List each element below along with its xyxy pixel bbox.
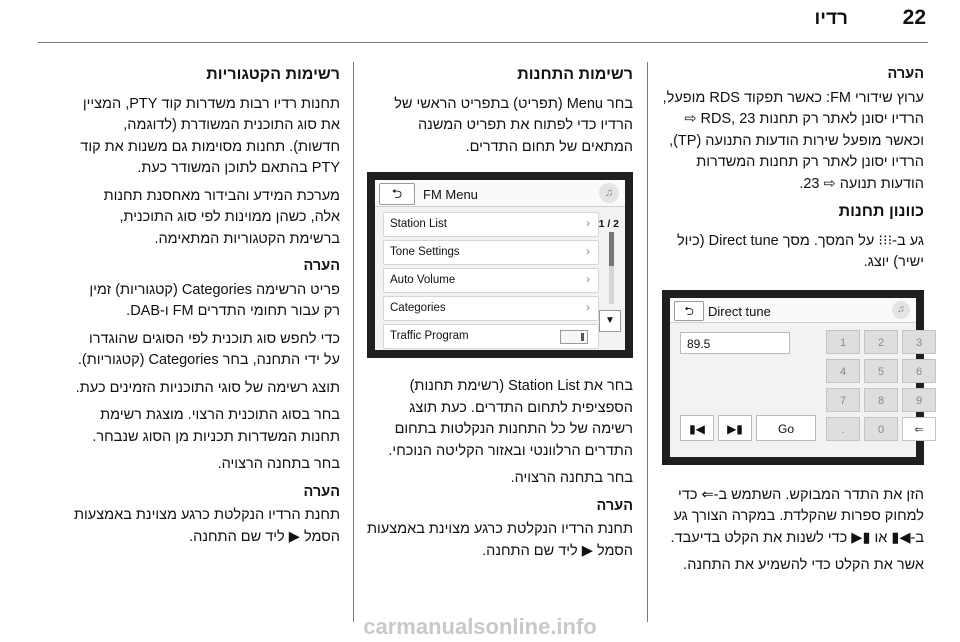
skip-back-icon: ▮◀ bbox=[689, 421, 705, 436]
cursor-left-button[interactable] bbox=[680, 415, 714, 441]
confirm-instruction: אשר את הקלט כדי להשמיע את התחנה. bbox=[683, 557, 924, 573]
backspace-key[interactable]: ⇐ bbox=[902, 417, 936, 441]
pty-paragraph: תחנות רדיו רבות משדרות קוד PTY, המציין את סוג התוכנית המשודרת (לדוגמה, חדשות). תחנות מסוימות גם משנות את קוד PTY בהתאם לתוכן המשודר כעת. bbox=[80, 95, 340, 176]
menu-item-auto-volume[interactable] bbox=[383, 268, 599, 293]
menu-item-label: Categories bbox=[390, 302, 446, 314]
page-indicator: 1 / 2 bbox=[598, 218, 619, 230]
column-right bbox=[660, 64, 924, 583]
station-list-instructions: בחר את Station List (רשימת תחנות) הספציפית לתחום התדרים. כעת תוצג רשימה של כל התחנות הנקלטות בתחום התדרים הרלוונטי ובאזור הקליטה הנוכחי. bbox=[388, 378, 633, 459]
section-heading-station-lists: רשימות התחנות bbox=[517, 66, 633, 83]
fm-rds-note: ערוץ שידורי FM: כאשר תפקוד RDS מופעל, הרדיו יסונן לאתר רק תחנות RDS, 23 ⇨ וכאשר מופעל שירות הודעות התנועה (TP), הרדיו יסונן לאתר רק תחנות המשדרות הודעות תנועה ⇨ 23. bbox=[662, 89, 924, 192]
scroll-down-button[interactable] bbox=[599, 310, 621, 332]
scrollbar-thumb[interactable] bbox=[609, 232, 614, 266]
page-number: 22 bbox=[902, 6, 926, 29]
direct-tune-title: Direct tune bbox=[708, 303, 771, 319]
note-label: הערה bbox=[887, 66, 924, 82]
keypad-key[interactable]: 6 bbox=[902, 359, 936, 383]
column-middle bbox=[367, 64, 633, 568]
storage-paragraph: מערכת המידע והבידור מאחסנת תחנות אלה, כשהן ממוינות לפי סוג התוכנית, ברשימת הקטגוריות המתאימה. bbox=[103, 187, 340, 247]
header-divider bbox=[38, 42, 928, 43]
menu-item-label: Station List bbox=[390, 218, 447, 230]
music-note-icon: ♫ bbox=[599, 183, 619, 203]
go-button[interactable]: Go bbox=[756, 415, 816, 441]
menu-item-label: Auto Volume bbox=[390, 274, 456, 286]
categories-availability-note: פריט הרשימה Categories (קטגוריות) זמין רק עבור תחומי התדרים FM ו-DAB. bbox=[89, 281, 340, 319]
keypad-key[interactable]: . bbox=[826, 417, 860, 441]
keypad-key[interactable]: 9 bbox=[902, 388, 936, 412]
note-label: הערה bbox=[303, 258, 340, 274]
keypad bbox=[826, 330, 944, 446]
fm-menu-title: FM Menu bbox=[423, 187, 478, 202]
chevron-right-icon: › bbox=[586, 218, 590, 230]
back-icon: ⮌ bbox=[391, 186, 403, 201]
fm-menu-header bbox=[375, 180, 625, 207]
section-heading-tuning: כוונון תחנות bbox=[838, 203, 924, 220]
keypad-key[interactable]: 3 bbox=[902, 330, 936, 354]
watermark: carmanualsonline.info bbox=[363, 614, 597, 639]
arrow-down-icon: ▼ bbox=[605, 315, 615, 326]
fm-menu-screen bbox=[367, 172, 633, 358]
fm-menu-display bbox=[375, 180, 625, 350]
select-station-instruction: בחר בתחנה הרצויה. bbox=[510, 470, 633, 486]
fm-menu-list bbox=[383, 212, 599, 352]
note-label: הערה bbox=[596, 497, 633, 514]
menu-item-label: Tone Settings bbox=[390, 246, 460, 258]
current-station-note: תחנת הרדיו הנקלטת כרגע מצוינת באמצעות הסמל ▶ ליד שם התחנה. bbox=[74, 507, 340, 545]
chevron-right-icon: › bbox=[586, 302, 590, 314]
skip-forward-icon: ▶▮ bbox=[727, 421, 743, 436]
music-note-icon: ♫ bbox=[892, 301, 910, 319]
keypad-key[interactable]: 7 bbox=[826, 388, 860, 412]
page-title: רדיו bbox=[814, 8, 848, 29]
select-station-instruction: בחר בתחנה הרצויה. bbox=[217, 456, 340, 472]
column-divider-right bbox=[647, 62, 648, 622]
direct-tune-header bbox=[670, 298, 916, 323]
back-icon: ⮌ bbox=[684, 303, 694, 318]
entry-instructions: הזן את התדר המבוקש. השתמש ב-⇐ כדי למחוק ספרות שהקלדת. במקרה הצורך גע ב-◀▮ או ▮▶ כדי לשנות את הקלט בדיעבד. bbox=[670, 486, 924, 546]
cursor-right-button[interactable] bbox=[718, 415, 752, 441]
direct-tune-screen bbox=[662, 290, 924, 465]
frequency-input[interactable]: 89.5 bbox=[680, 332, 790, 354]
back-button[interactable] bbox=[379, 183, 415, 205]
current-station-note: תחנת הרדיו הנקלטת כרגע מצוינת באמצעות הסמל ▶ ליד שם התחנה. bbox=[367, 521, 633, 559]
menu-item-traffic-program[interactable] bbox=[383, 324, 599, 349]
menu-item-categories[interactable] bbox=[383, 296, 599, 321]
direct-tune-display bbox=[670, 298, 924, 457]
toggle-switch[interactable] bbox=[560, 330, 588, 344]
chevron-right-icon: › bbox=[586, 246, 590, 258]
keypad-key[interactable]: 2 bbox=[864, 330, 898, 354]
select-program-type-paragraph: בחר בסוג התוכנית הרצוי. מוצגת רשימת תחנות המשדרות תכניות מן הסוג שנבחר. bbox=[92, 407, 340, 445]
categories-search-instruction: כדי לחפש סוג תוכנית לפי הסוגים שהוגדרו על ידי התחנה, בחר Categories (קטגוריות). bbox=[77, 330, 340, 368]
program-types-paragraph: תוצג רשימה של סוגי התוכניות הזמינים כעת. bbox=[75, 379, 340, 396]
section-heading-category-lists: רשימות הקטגוריות bbox=[206, 66, 340, 83]
column-left bbox=[72, 64, 340, 554]
keypad-key[interactable]: 1 bbox=[826, 330, 860, 354]
keypad-key[interactable]: 4 bbox=[826, 359, 860, 383]
keypad-key[interactable]: 8 bbox=[864, 388, 898, 412]
menu-item-station-list[interactable] bbox=[383, 212, 599, 237]
menu-instructions: בחר Menu (תפריט) בתפריט הראשי של הרדיו כדי לפתוח את תפריט המשנה המתאים של תחום התדרים. bbox=[394, 95, 633, 155]
menu-item-label: Traffic Program bbox=[390, 330, 469, 342]
keypad-key[interactable]: 5 bbox=[864, 359, 898, 383]
tuning-instructions: גע ב-⁝⁝⁝ על המסך. מסך Direct tune (כיול ישיר) יוצג. bbox=[676, 232, 924, 270]
keypad-key[interactable]: 0 bbox=[864, 417, 898, 441]
back-button[interactable] bbox=[674, 301, 704, 321]
column-divider-left bbox=[353, 62, 354, 622]
chevron-right-icon: › bbox=[586, 274, 590, 286]
menu-item-tone-settings[interactable] bbox=[383, 240, 599, 265]
note-label: הערה bbox=[303, 483, 340, 500]
